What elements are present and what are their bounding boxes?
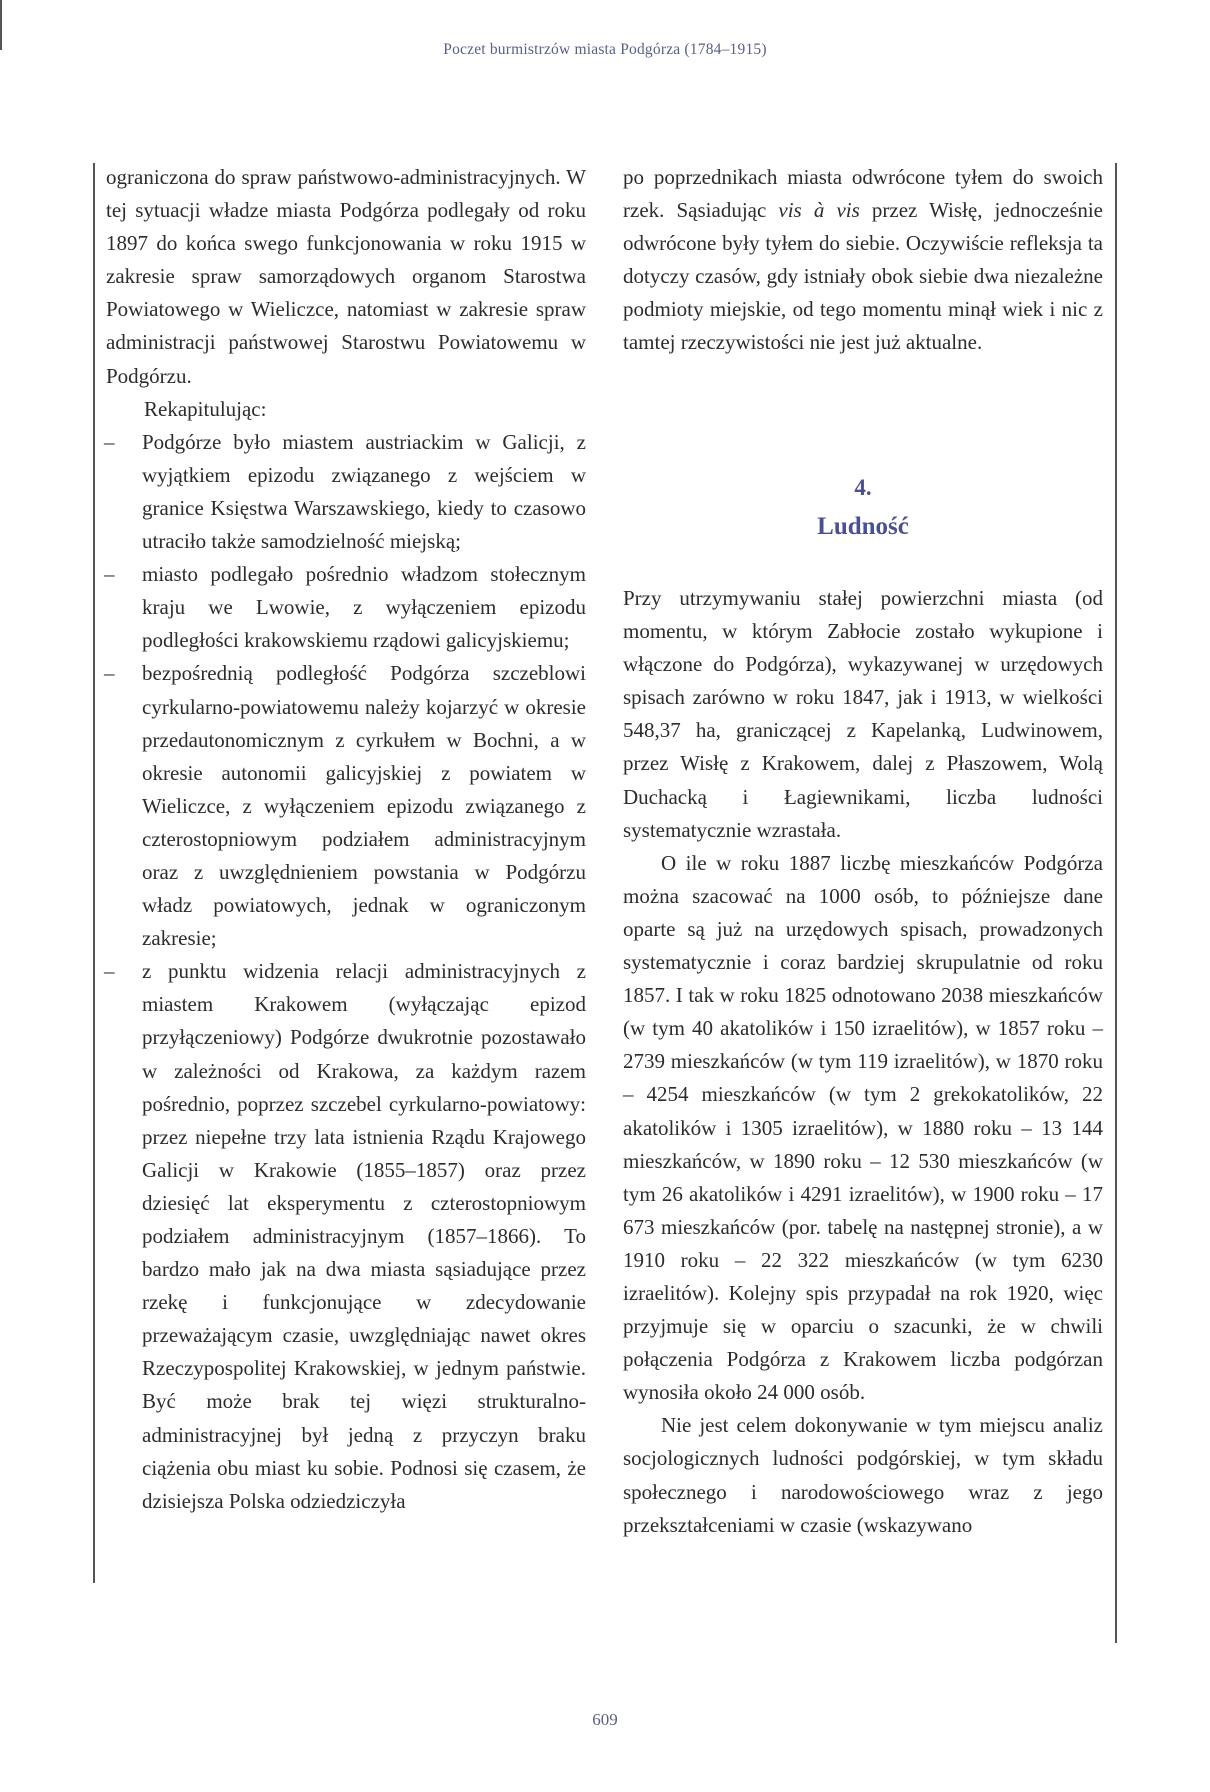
right-body [623, 582, 1103, 1542]
body-paragraph: Przy utrzymywaniu stałej powierzchni miasta (od momentu, w którym Zabłocie zostało wykupione i włączone do Podgórza), wykazywanej w urzędowych spisach zarówno w roku 1847, jak i 1913, w wielkości 548,37 ha, graniczącej z Kapelanką, Ludwinowem, przez Wisłę z Krakowem, dalej z Płaszowem, Wolą Duchacką i Łagiewnikami, liczba ludności systematycznie wzrastała. [623, 586, 1103, 842]
body-paragraph: O ile w roku 1887 liczbę mieszkańców Podgórza można szacować na 1000 osób, to późniejsze dane oparte są już na urzędowych spisach, prowadzonych systematycznie i coraz bardziej skrupulatnie od roku 1857. I tak w roku 1825 odnotowano 2038 mieszkańców (w tym 40 akatolików i 150 izraelitów), w 1857 roku – 2739 mieszkańców (w tym 119 izraelitów), w 1870 roku – 4254 mieszkańców (w tym 2 grekokatolików, 22 akatolików i 1305 izraelitów), w 1880 roku – 13 144 mieszkańców, w 1890 roku – 12 530 mieszkańców (w tym 26 akatolików i 4291 izraelitów), w 1900 roku – 17 673 mieszkańców (por. tabelę na następnej stronie), a w 1910 roku – 22 322 mieszkańców (w tym 6230 izraelitów). Kolejny spis przypadał na rok 1920, więc przyjmuje się w oparciu o szacunki, że w chwili połączenia Podgórza z Krakowem liczba podgórzan wynosiła około 24 000 osób. [623, 850, 1103, 1405]
recap-list [106, 426, 586, 1518]
list-item: – miasto podlegało pośrednio władzom stołecznym kraju we Lwowie, z wyłączeniem epizodu podległości krakowskiemu rządowi galicyjskiemu; [106, 558, 586, 657]
recap-label: Rekapitulując: [144, 396, 267, 421]
left-intro-paragraph: ograniczona do spraw państwowo-administracyjnych. W tej sytuacji władze miasta Podgórza podlegały od roku 1897 do końca swego funkcjonowania w roku 1915 w zakresie spraw samorządowych organom Starostwa Powiatowego w Wieliczce, natomiast w zakresie spraw administracji państwowej Starostwu Powiatowemu w Podgórzu. [106, 165, 586, 388]
italic-phrase: vis à vis [778, 198, 860, 223]
dash-marker: – [104, 661, 115, 686]
page-number: 609 [592, 1710, 618, 1729]
running-header: Poczet burmistrzów miasta Podgórza (1784–1915) [443, 41, 767, 58]
left-column-rule [93, 163, 95, 1583]
left-column [106, 161, 586, 1518]
right-column-rule [1115, 163, 1117, 1643]
section-title: Ludność [817, 513, 909, 540]
body-paragraph: Nie jest celem dokonywanie w tym miejscu analiz socjologicznych ludności podgórskiej, w tym składu społecznego i narodowościowego wraz z jego przekształceniami w czasie (wskazywano [623, 1413, 1103, 1537]
dash-marker: – [104, 562, 115, 587]
list-item: – z punktu widzenia relacji administracyjnych z miastem Krakowem (wyłączając epizod przyłączeniowy) Podgórze dwukrotnie pozostawało w zależności od Krakowa, za każdym razem pośrednio, poprzez szczebel cyrkularno-powiatowy: przez niepełne trzy lata istnienia Rządu Krajowego Galicji w Krakowie (1855–1857) oraz przez dziesięć lat eksperymentu z czterostopniowym podziałem administracyjnym (1857–1866). To bardzo mało jak na dwa miasta sąsiadujące przez rzekę i funkcjonujące w zdecydowanie przeważającym czasie, uwzględniając nawet okres Rzeczypospolitej Krakowskiej, w jednym państwie. Być może brak tej więzi strukturalno-administracyjnej był jedną z przyczyn braku ciążenia obu miast ku sobie. Podnosi się czasem, że dzisiejsza Polska odziedziczyła [106, 955, 586, 1518]
section-number: 4. [854, 475, 872, 500]
dash-marker: – [104, 959, 115, 984]
list-item: – Podgórze było miastem austriackim w Galicji, z wyjątkiem epizodu związanego z wejściem w granice Księstwa Warszawskiego, kiedy to czasowo utraciło także samodzielność miejską; [106, 426, 586, 558]
right-top-paragraph: po poprzednikach miasta odwrócone tyłem do swoich rzek. Sąsiadując vis à vis przez Wisłę, jednocześnie odwrócone były tyłem do siebie. Oczywiście refleksja ta dotyczy czasów, gdy istniały obok siebie dwa niezależne podmioty miejskie, od tego momentu minął wiek i nic z tamtej rzeczywistości nie jest już aktualne. [623, 165, 1104, 355]
dash-marker: – [104, 429, 115, 454]
list-item: – bezpośrednią podległość Podgórza szczeblowi cyrkularno-powiatowemu należy kojarzyć w okresie przedautonomicznym z cyrkułem w Bochni, a w okresie autonomii galicyjskiej z powiatem w Wieliczce, z wyłączeniem epizodu związanego z czterostopniowym podziałem administracyjnym oraz z uwzględnieniem powstania w Podgórzu władz powiatowych, jednak w ograniczonym zakresie; [106, 657, 586, 955]
